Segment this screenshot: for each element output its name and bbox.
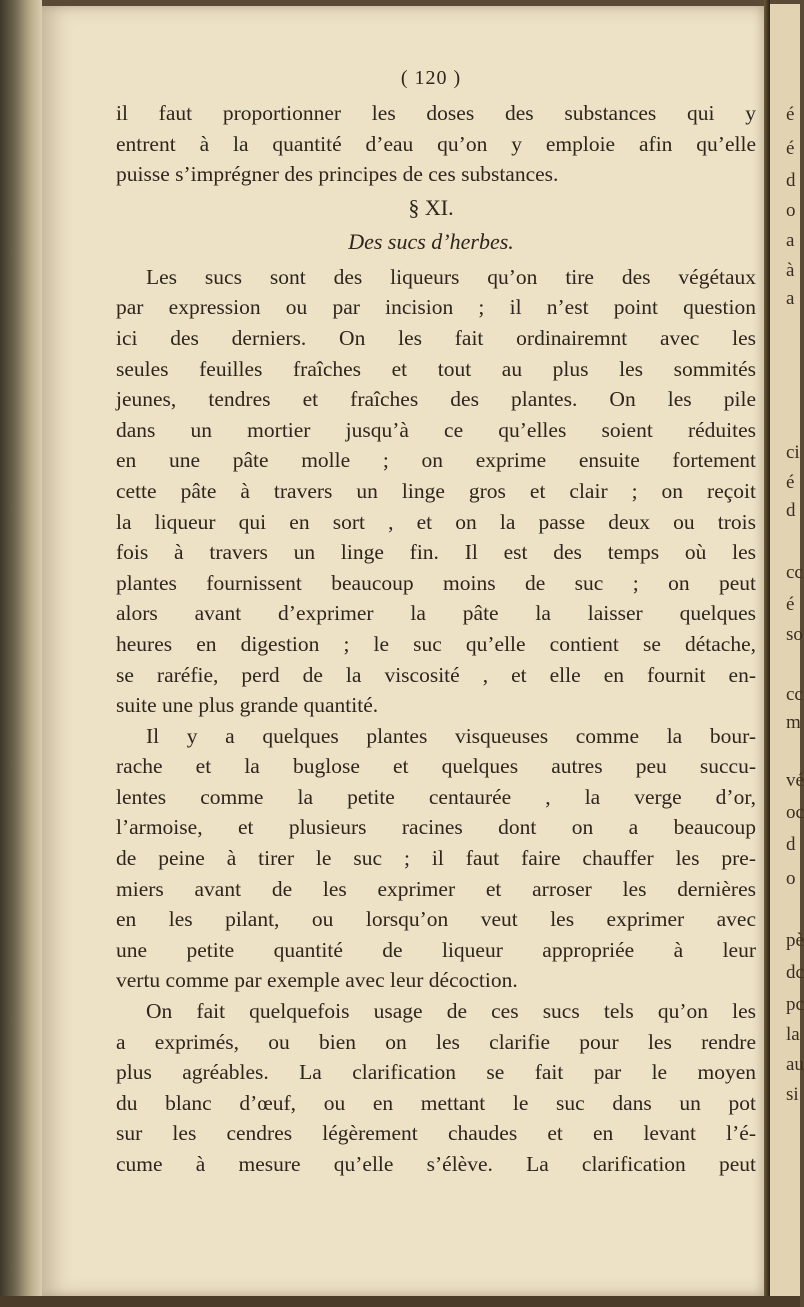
- book-binding: [0, 0, 42, 1307]
- text-line: de peine à tirer le suc ; il faut faire chauffer les pre-: [116, 846, 756, 871]
- text-line: a exprimés, ou bien on les clarifie pour les rendre: [116, 1029, 756, 1054]
- text-line: une petite quantité de liqueur appropriée à leur: [116, 937, 756, 962]
- text-line: suite une plus grande quantité.: [116, 693, 379, 718]
- text-line: l’armoise, et plusieurs racines dont on a beaucoup: [116, 815, 756, 840]
- facing-page-fragment: pè: [786, 930, 804, 951]
- facing-page-fragment: ci: [786, 442, 800, 463]
- facing-page-fragment: cc: [786, 562, 803, 583]
- text-line: miers avant de les exprimer et arroser les dernières: [116, 876, 756, 901]
- text-line: en une pâte molle ; on exprime ensuite fortement: [116, 448, 756, 473]
- text-line: cume à mesure qu’elle s’élève. La clarification peut: [116, 1152, 756, 1176]
- paragraph: [116, 262, 756, 721]
- facing-page-fragment: la: [786, 1024, 800, 1045]
- text-line: sur les cendres légèrement chaudes et en levant l’é-: [116, 1121, 756, 1146]
- text-line: cette pâte à travers un linge gros et clair ; on reçoit: [116, 478, 756, 503]
- facing-page-fragment: dc: [786, 962, 804, 983]
- facing-page-fragment: so: [786, 624, 803, 645]
- facing-page-fragment: é: [786, 594, 795, 615]
- section-title: Des sucs d’herbes.: [348, 228, 514, 254]
- page-bottom-edge: [0, 1296, 800, 1307]
- facing-page-fragment: a: [786, 230, 795, 251]
- text-line: ici des derniers. On les fait ordinairemnt avec les: [116, 325, 756, 350]
- text-line: en les pilant, ou lorsqu’on veut les exprimer avec: [116, 907, 756, 932]
- facing-page-fragment: pc: [786, 994, 804, 1015]
- text-line: la liqueur qui en sort , et on la passe deux ou trois: [116, 509, 756, 534]
- facing-page-fragment: cc: [786, 684, 803, 705]
- text-line: fois à travers un linge fin. Il est des temps où les: [116, 540, 756, 565]
- facing-page-fragment: m: [786, 712, 801, 733]
- text-line: du blanc d’œuf, ou en mettant le suc dans un pot: [116, 1090, 756, 1115]
- text-line: lentes comme la petite centaurée , la verge d’or,: [116, 784, 756, 809]
- facing-page-fragment: o: [786, 200, 796, 221]
- facing-page-fragment: d: [786, 834, 796, 855]
- text-line: alors avant d’exprimer la pâte la laisser quelques: [116, 601, 756, 626]
- facing-page-fragment: d: [786, 500, 796, 521]
- text-line: il faut proportionner les doses des substances qui y: [116, 101, 756, 125]
- facing-page-fragment: d: [786, 170, 796, 191]
- text-line: plus agréables. La clarification se fait par le moyen: [116, 1060, 756, 1085]
- intro-block: [116, 98, 756, 190]
- facing-page-fragment: vé: [786, 770, 804, 791]
- text-line: rache et la buglose et quelques autres peu succu-: [116, 754, 756, 779]
- text-line: On fait quelquefois usage de ces sucs tels qu’on les: [146, 999, 756, 1024]
- text-line: dans un mortier jusqu’à ce qu’elles soient réduites: [116, 417, 756, 442]
- text-line: entrent à la quantité d’eau qu’on y emploie afin qu’elle: [116, 131, 756, 156]
- text-line: heures en digestion ; le suc qu’elle contient se détache,: [116, 631, 756, 656]
- text-line: Il y a quelques plantes visqueuses comme la bour-: [146, 723, 756, 748]
- text-line: par expression ou par incision ; il n’est point question: [116, 295, 756, 320]
- facing-page-fragment: o: [786, 868, 796, 889]
- text-line: vertu comme par exemple avec leur décoction.: [116, 968, 518, 993]
- text-line: jeunes, tendres et fraîches des plantes. On les pile: [116, 387, 756, 412]
- text-line: seules feuilles fraîches et tout au plus les sommités: [116, 356, 756, 381]
- paragraph: [116, 996, 756, 1180]
- facing-page-fragment: oc: [786, 802, 804, 823]
- text-line: puisse s’imprégner des principes de ces substances.: [116, 162, 559, 187]
- facing-page-fragment: é: [786, 138, 795, 159]
- facing-page-fragment: a: [786, 288, 795, 309]
- facing-page-fragment: au: [786, 1054, 804, 1075]
- facing-page-fragment: si: [786, 1084, 799, 1105]
- section-number: § XI.: [408, 194, 454, 220]
- facing-page-fragment: é: [786, 472, 795, 493]
- facing-page-fragment: à: [786, 260, 795, 281]
- facing-page-edge: [770, 4, 804, 1299]
- text-line: plantes fournissent beaucoup moins de suc ; on peut: [116, 570, 756, 595]
- facing-page-fragment: é: [786, 104, 795, 125]
- paragraph: [116, 721, 756, 996]
- text-line: se raréfie, perd de la viscosité , et elle en fournit en-: [116, 662, 756, 687]
- page-text: [116, 58, 756, 1180]
- text-line: Les sucs sont des liqueurs qu’on tire des végétaux: [146, 264, 756, 289]
- page-number: ( 120 ): [400, 67, 462, 89]
